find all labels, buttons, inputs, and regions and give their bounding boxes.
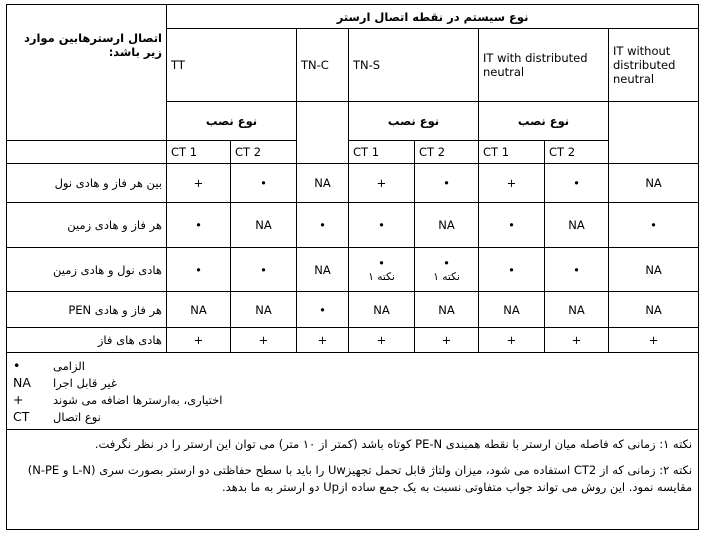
arrester-connection-table <box>6 4 699 530</box>
cell-note: نکته ۱ <box>368 270 395 283</box>
row-label: بین هر فاز و هادی نول <box>7 164 167 203</box>
legend-text: اختیاری، به‌ارسترها اضافه می شوند <box>53 392 223 407</box>
table-cell: + <box>231 328 297 353</box>
tt-ct2: CT 2 <box>231 141 297 164</box>
table-cell-with-note <box>415 248 479 292</box>
table-cell: NA <box>545 292 609 328</box>
it-ct1: CT 1 <box>479 141 545 164</box>
row-label: هر فاز و هادی زمین <box>7 203 167 248</box>
legend-symbol: + <box>13 391 24 407</box>
table-cell: • <box>609 203 699 248</box>
legend-item <box>13 374 692 391</box>
table-cell: • <box>167 248 231 292</box>
legend <box>7 353 699 430</box>
table-cell: • <box>297 203 349 248</box>
legend-symbol: CT <box>13 408 30 424</box>
table-cell: NA <box>545 203 609 248</box>
row-label: هر فاز و هادی PEN <box>7 292 167 328</box>
table-cell: • <box>479 248 545 292</box>
table-cell: • <box>231 164 297 203</box>
table-cell: + <box>349 164 415 203</box>
table-cell: + <box>479 328 545 353</box>
table-cell: + <box>167 328 231 353</box>
table-cell: • <box>167 203 231 248</box>
table-cell: + <box>415 328 479 353</box>
legend-symbol: NA <box>13 374 31 390</box>
notes <box>7 430 699 530</box>
legend-item <box>13 391 692 408</box>
table-cell: • <box>415 164 479 203</box>
table-cell: NA <box>609 292 699 328</box>
table-cell: • <box>545 164 609 203</box>
table-cell: • <box>479 203 545 248</box>
table-cell: + <box>349 328 415 353</box>
table-cell-with-note <box>349 248 415 292</box>
table-cell: • <box>297 292 349 328</box>
table-cell: NA <box>415 203 479 248</box>
row-label-title: اتصال ارسترهابین موارد زیر باشد: <box>7 5 167 141</box>
legend-text: غیر قابل اجرا <box>53 375 117 390</box>
it-without-blank <box>609 102 699 164</box>
table-cell: NA <box>479 292 545 328</box>
row-label: هادی نول و هادی زمین <box>7 248 167 292</box>
row-label: هادی های فاز <box>7 328 167 353</box>
system-type-title: نوع سیستم در نقطه اتصال ارستر <box>167 5 699 29</box>
tns-ct2: CT 2 <box>415 141 479 164</box>
system-it-distributed: IT with distributed neutral <box>479 29 609 102</box>
table-cell: • <box>349 203 415 248</box>
it-ct2: CT 2 <box>545 141 609 164</box>
row-label-blank <box>7 141 167 164</box>
table-cell: NA <box>231 203 297 248</box>
system-tt: TT <box>167 29 297 102</box>
table-cell: + <box>609 328 699 353</box>
system-it-without: IT without distributed neutral <box>609 29 699 102</box>
note-2: نکته ۲: زمانی که از CT2 استفاده می شود، میزان ولتاژ قابل تحمل تجهیزUw را باید با سطح حفاظتی دو ارستر بصورت سری (L-N و N-PE) مقایسه نمود. این روش می تواند جواب متفاوتی نسبت به یک جمع ساده ازUp دو ارستر به ما بدهد. <box>27 463 693 494</box>
tt-ct1: CT 1 <box>167 141 231 164</box>
table-cell: + <box>479 164 545 203</box>
cell-note: نکته ۱ <box>433 270 460 283</box>
table-cell: NA <box>349 292 415 328</box>
table-cell: • <box>443 255 450 270</box>
table-cell: NA <box>297 164 349 203</box>
table-cell: NA <box>231 292 297 328</box>
legend-item <box>13 408 692 425</box>
table-cell: NA <box>609 164 699 203</box>
table-cell: • <box>378 255 385 270</box>
table-cell: NA <box>609 248 699 292</box>
table-cell: NA <box>297 248 349 292</box>
table-cell: • <box>231 248 297 292</box>
install-type-tns: نوع نصب <box>349 102 479 141</box>
table-cell: NA <box>415 292 479 328</box>
note-1: نکته ۱: زمانی که فاصله میان ارستر با نقطه همبندی PE-N کوتاه باشد (کمتر از ۱۰ متر) می توان این ارستر را در نظر نگرفت. <box>94 437 693 451</box>
table-cell: NA <box>167 292 231 328</box>
system-tns: TN-S <box>349 29 479 102</box>
tnc-blank <box>297 102 349 164</box>
legend-item <box>13 357 692 374</box>
table-cell: + <box>545 328 609 353</box>
legend-text: نوع اتصال <box>53 409 101 424</box>
install-type-it: نوع نصب <box>479 102 609 141</box>
legend-text: الزامی <box>53 358 85 373</box>
install-type-tt: نوع نصب <box>167 102 297 141</box>
table-cell: + <box>167 164 231 203</box>
table-cell: • <box>545 248 609 292</box>
legend-symbol: • <box>13 357 21 373</box>
tns-ct1: CT 1 <box>349 141 415 164</box>
table-cell: + <box>297 328 349 353</box>
system-tnc: TN-C <box>297 29 349 102</box>
